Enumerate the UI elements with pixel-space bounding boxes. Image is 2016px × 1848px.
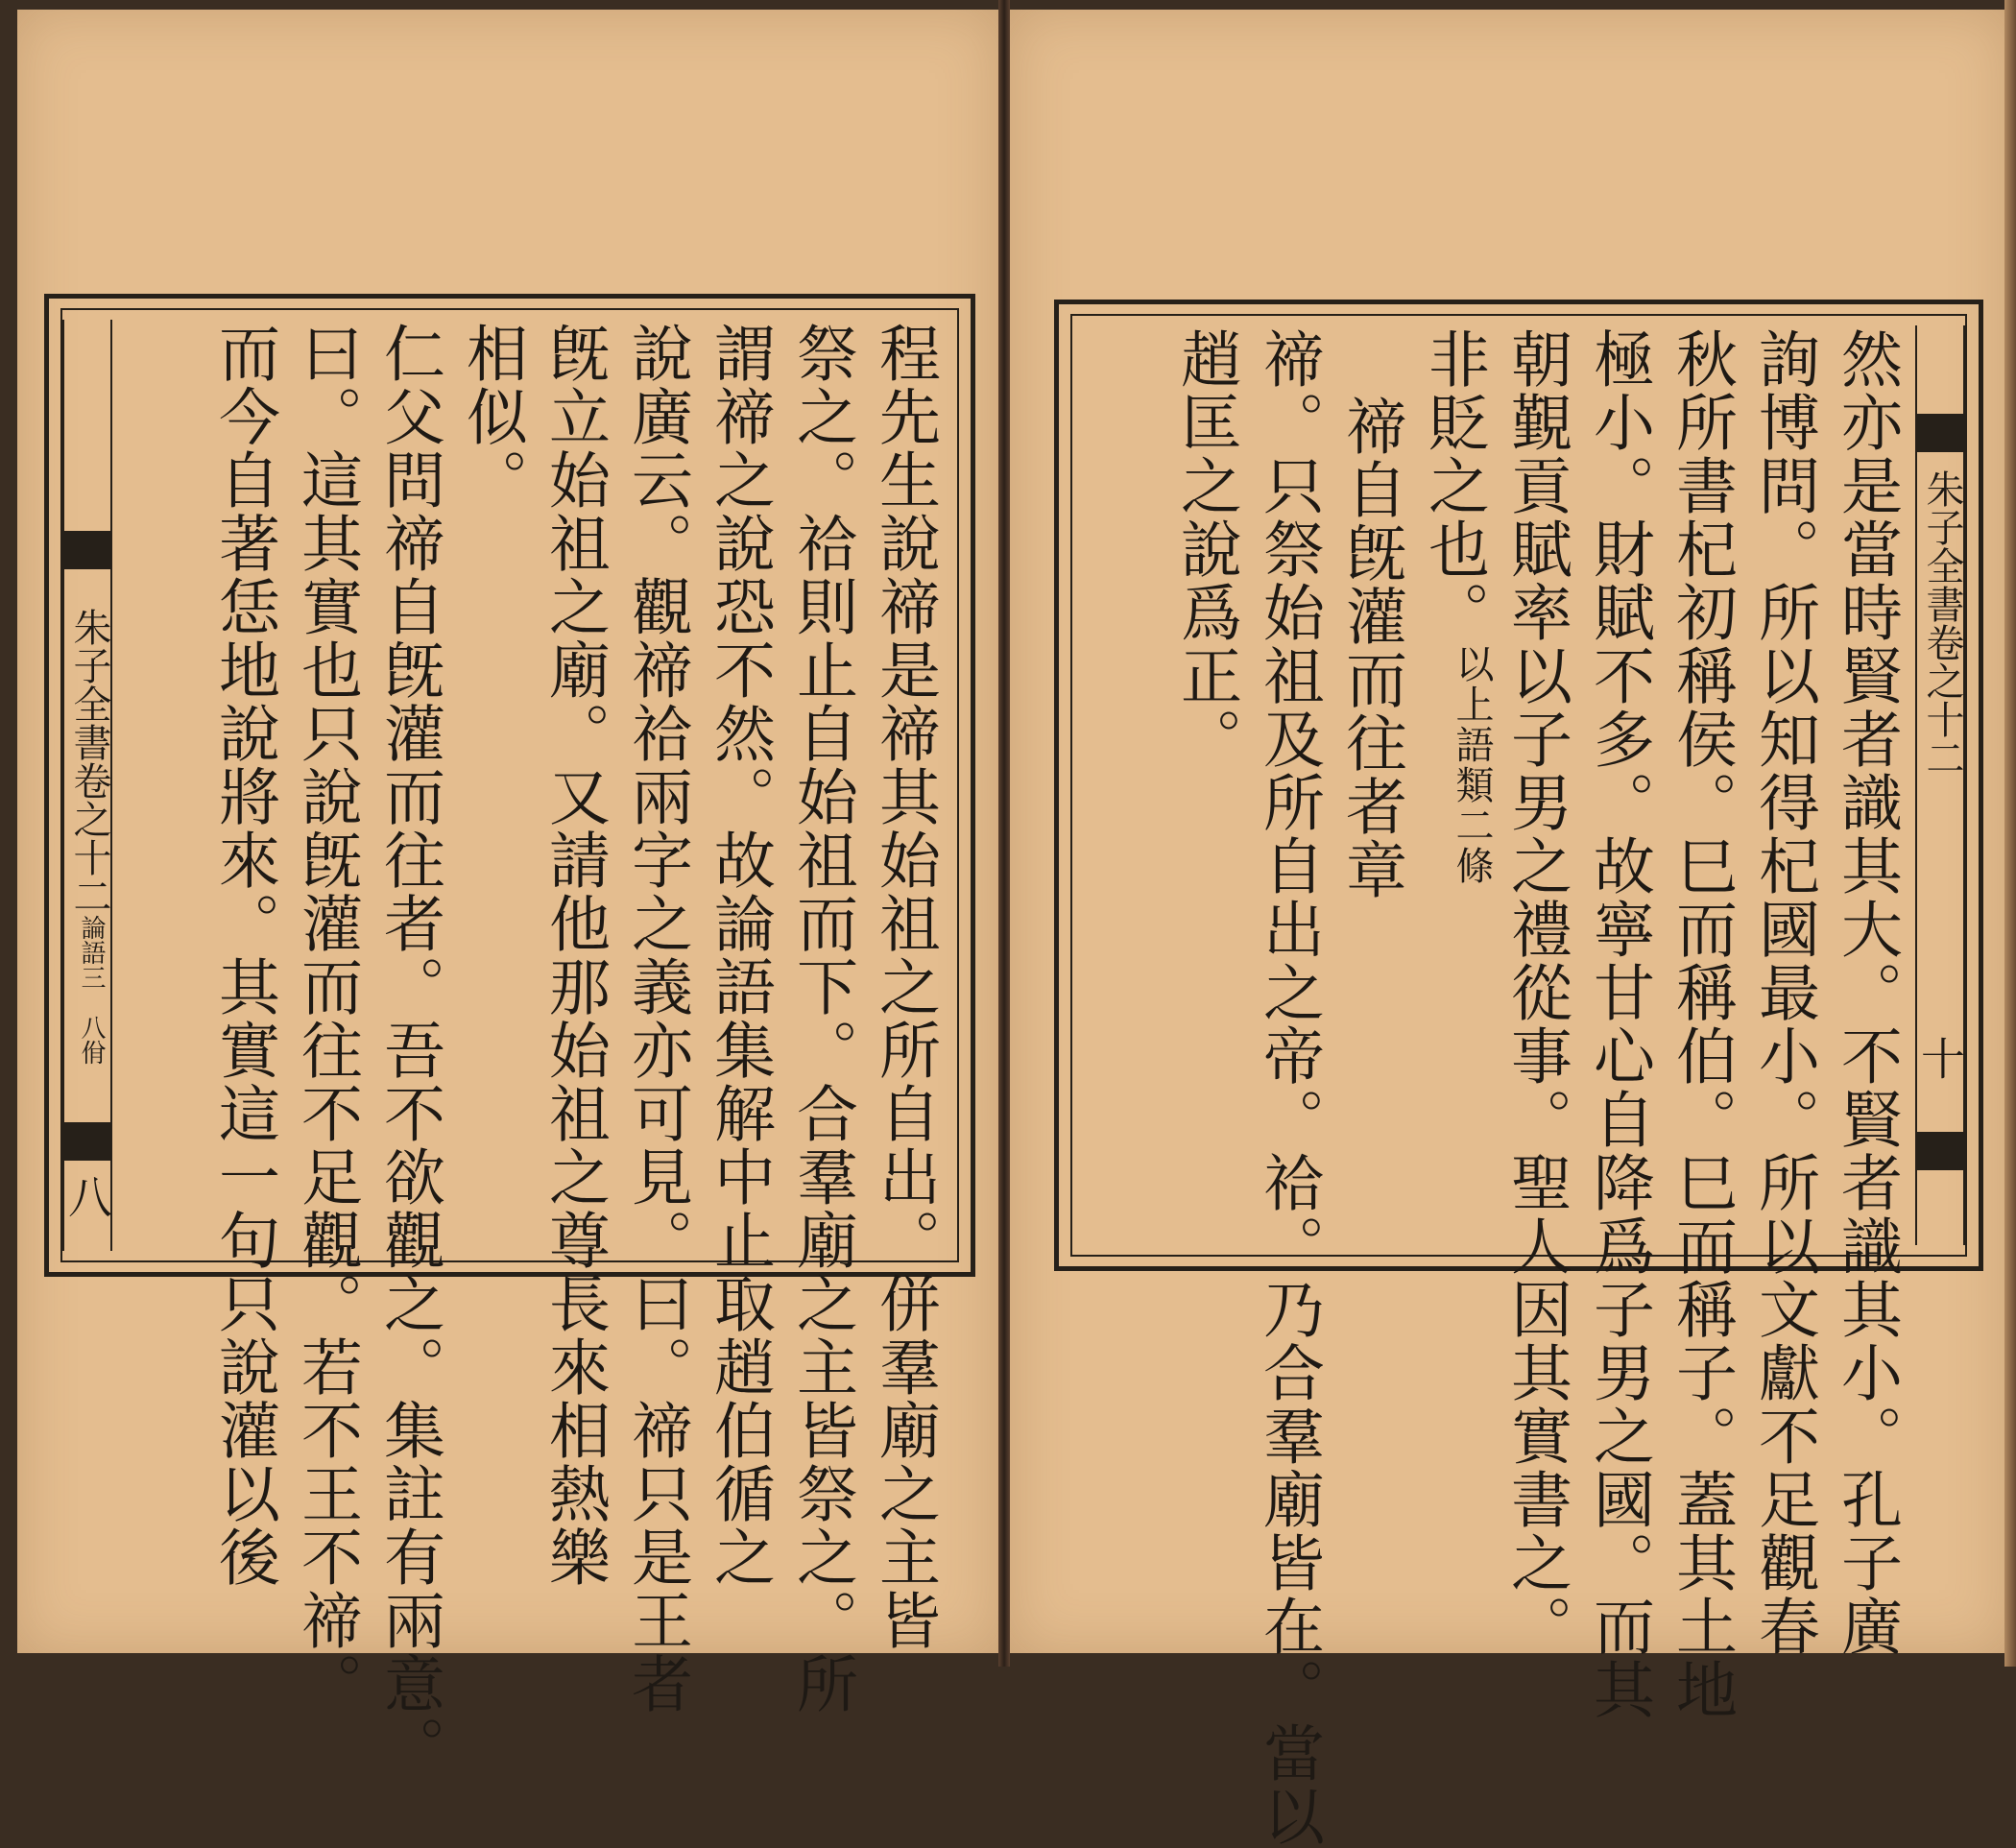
text-column: 朝覲貢賦率以子男之禮從事。聖人因其實書之。 — [1500, 327, 1572, 1658]
text-column: 秋所書杞初稱侯。巳而稱伯。巳而稱子。蓋其土地 — [1666, 327, 1737, 1721]
text-column: 說廣云。觀禘祫兩字之義亦可見。曰。禘只是王者 — [621, 322, 692, 1716]
fish-tail-lower — [1917, 1132, 1963, 1170]
fish-tail-upper — [64, 531, 110, 569]
right-fold-margin — [1915, 325, 1965, 1245]
left-page — [17, 10, 998, 1779]
text-column: 然亦是當時賢者識其大。不賢者識其小。孔子廣 — [1831, 327, 1902, 1658]
page-number: 十 — [1914, 1036, 1966, 1080]
book-title: 朱子全書卷之十二 — [1920, 469, 1964, 777]
page-number: 八 — [61, 1174, 113, 1218]
text-column: 極小。財賦不多。故寧甘心自降爲子男之國。而其 — [1583, 327, 1654, 1721]
text-column: 詢博問。所以知得杞國最小。所以文獻不足觀春 — [1748, 327, 1819, 1658]
right-text-area — [1084, 327, 1908, 1848]
text-column: 程先生說禘是禘其始祖之所自出。併羣廟之主皆 — [869, 322, 940, 1652]
annotated-column — [1412, 327, 1495, 1245]
section-label: 論語三 八佾 — [77, 915, 106, 1065]
text-column: 仁父問禘自旣灌而往者。吾不欲觀之。集註有兩意。 — [373, 322, 444, 1779]
left-fold-margin — [62, 320, 112, 1251]
fish-tail-upper — [1917, 414, 1963, 452]
text-column: 而今自著恁地說將來。其實這一句只說灌以後 — [208, 322, 279, 1589]
text-column: 非貶之也。 — [1418, 327, 1489, 644]
annotation-note: 以上語類二條 — [1450, 644, 1494, 886]
text-column: 旣立始祖之廟。又請他那始祖之尊長來相熱樂 — [539, 322, 610, 1589]
text-column: 祭之。祫則止自始祖而下。合羣廟之主皆祭之。所 — [786, 322, 857, 1716]
text-column: 曰。這其實也只說旣灌而往不足觀。若不王不禘。 — [291, 322, 362, 1716]
right-page-frame — [1054, 300, 1983, 1848]
text-column: 相似。 — [456, 322, 527, 512]
fish-tail-lower — [64, 1122, 110, 1161]
text-column: 謂禘之說恐不然。故論語集解中止取趙伯循之 — [704, 322, 775, 1589]
left-page-frame — [44, 294, 975, 1779]
book-title: 朱子全書卷之十二 — [67, 608, 111, 915]
left-page-inner-border — [60, 308, 959, 1779]
text-column: 趙匡之說爲正。 — [1170, 327, 1241, 771]
text-column: 禘。只祭始祖及所自出之帝。祫。乃合羣廟皆在。當以 — [1253, 327, 1324, 1848]
left-text-area — [120, 322, 946, 1779]
page-edge — [2004, 0, 2016, 1667]
chapter-heading: 禘自旣灌而往者章 — [1335, 395, 1406, 901]
right-page-inner-border — [1070, 314, 1967, 1848]
book-gutter — [998, 0, 1010, 1667]
right-page — [1010, 10, 2008, 1848]
